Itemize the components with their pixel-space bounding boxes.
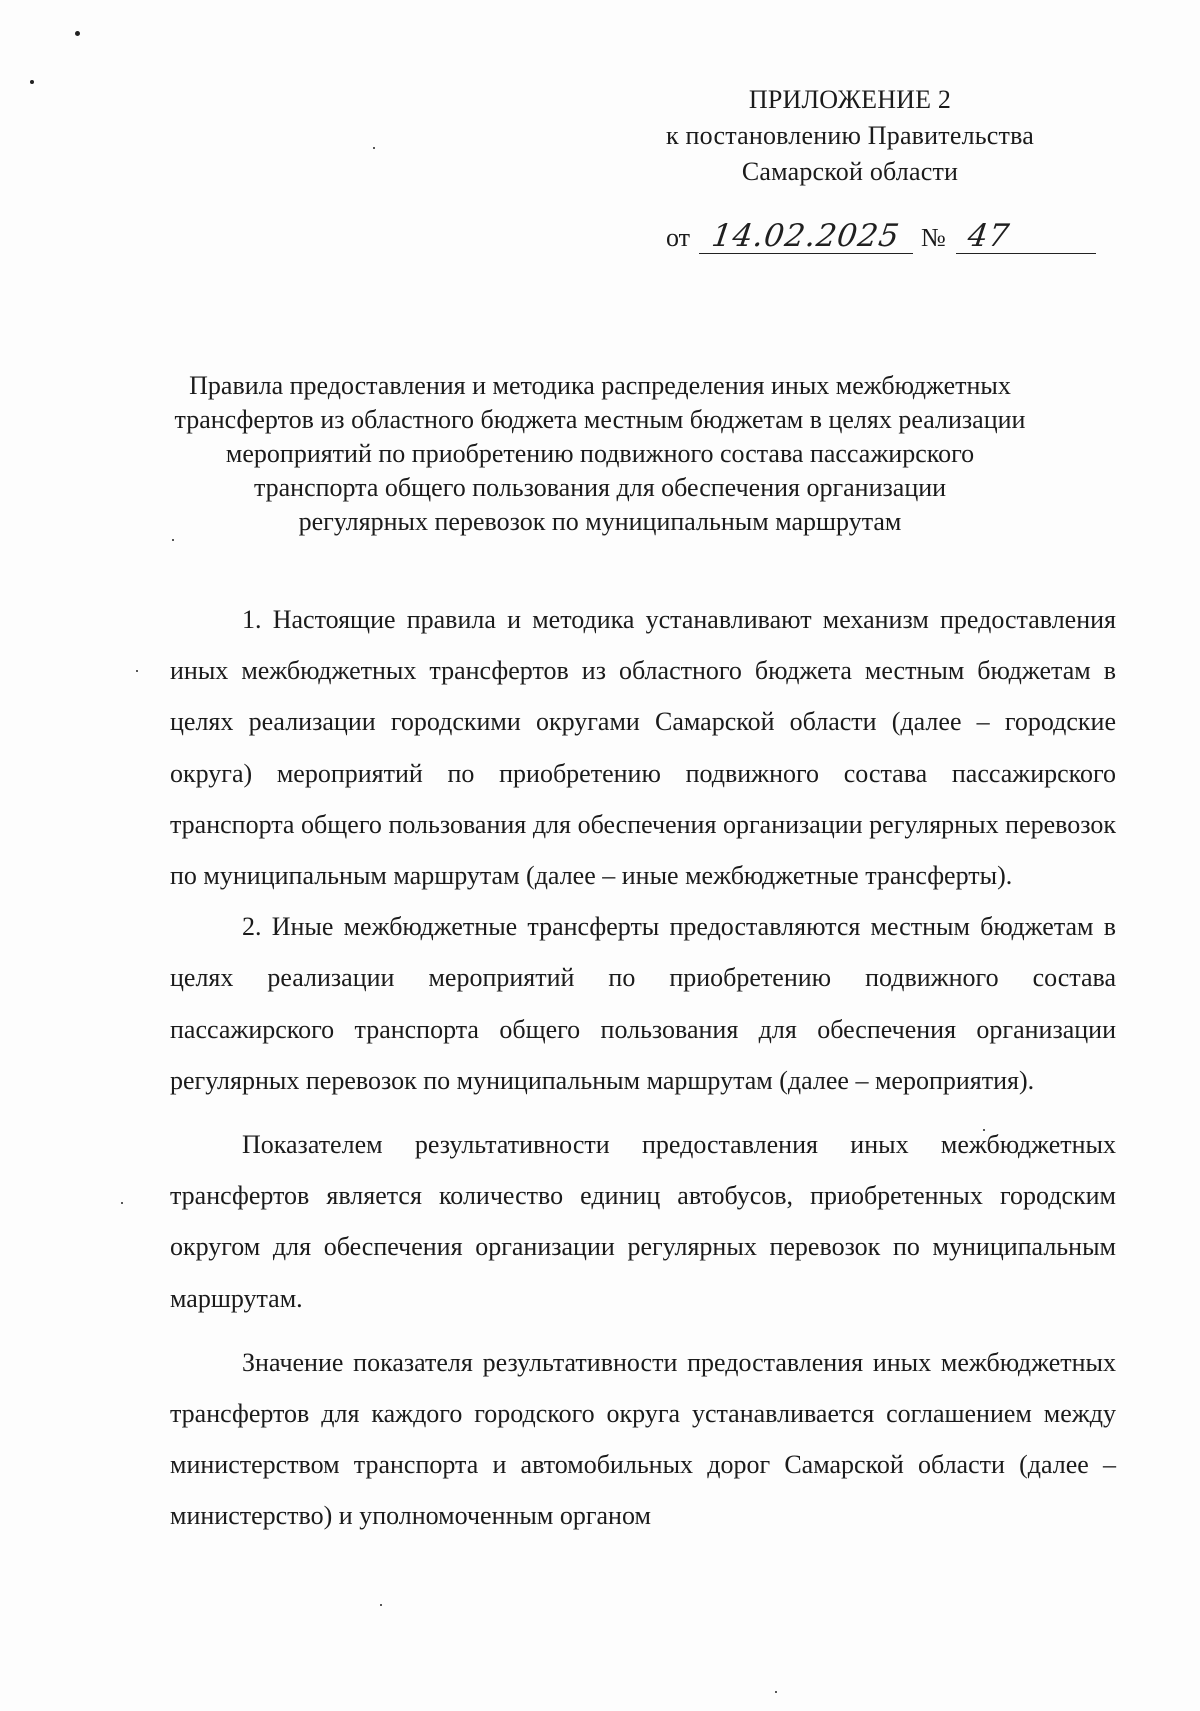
scan-speck (136, 670, 138, 672)
document-title (150, 369, 1050, 539)
paragraph-2: 2. Иные межбюджетные трансферты предоставляются местным бюджетам в целях реализации мероприятий по приобретению подвижного состава пассажирского транспорта общего пользования для обеспечения организации регулярных перевозок по муниципальным маршрутам (далее – мероприятия). (170, 912, 1116, 1095)
title-line: мероприятий по приобретению подвижного состава пассажирского (225, 439, 975, 468)
title-line: транспорта общего пользования для обеспечения организации (253, 473, 947, 502)
scan-speck (121, 1202, 123, 1204)
appendix-title: ПРИЛОЖЕНИЕ 2 (748, 85, 952, 114)
handwritten-date: 14.02.2025 (699, 221, 913, 254)
paragraph-1: 1. Настоящие правила и методика устанавливают механизм предоставления иных межбюджетных трансфертов из областного бюджета местным бюджетам в целях реализации городскими округами Самарской области (далее – городские округа) мероприятий по приобретению подвижного состава пассажирского транспорта общего пользования для обеспечения организации регулярных перевозок по муниципальным маршрутам (далее – иные межбюджетные трансферты). (170, 605, 1116, 891)
paragraph-performance-indicator: Показателем результативности предоставления иных межбюджетных трансфертов является количество единиц автобусов, приобретенных городским округом для обеспечения организации регулярных перевозок по муниципальным маршрутам. (170, 1130, 1116, 1313)
date-prefix: от (666, 223, 691, 252)
handwritten-number: 47 (956, 221, 1096, 254)
decree-date-number (666, 218, 1086, 258)
title-line: Правила предоставления и методика распределения иных межбюджетных (189, 371, 1011, 400)
paragraph-indicator-value: Значение показателя результативности предоставления иных межбюджетных трансфертов для каждого городского округа устанавливается соглашением между министерством транспорта и автомобильных дорог Самарской области (далее – министерство) и уполномоченным органом (170, 1347, 1116, 1531)
appendix-header (620, 82, 1080, 190)
number-sign: № (921, 223, 946, 252)
scan-speck (30, 80, 34, 84)
scan-speck (775, 1691, 777, 1693)
title-line: трансфертов из областного бюджета местным бюджетам в целях реализации (174, 405, 1026, 434)
title-line: регулярных перевозок по муниципальным маршрутам (298, 507, 902, 536)
appendix-region: Самарской области (741, 157, 959, 186)
scan-speck (172, 539, 174, 541)
document-body (170, 594, 1116, 1542)
scan-speck (380, 1604, 382, 1606)
scan-speck (75, 31, 80, 36)
appendix-subtitle: к постановлению Правительства (666, 121, 1034, 150)
scan-speck (373, 147, 375, 149)
